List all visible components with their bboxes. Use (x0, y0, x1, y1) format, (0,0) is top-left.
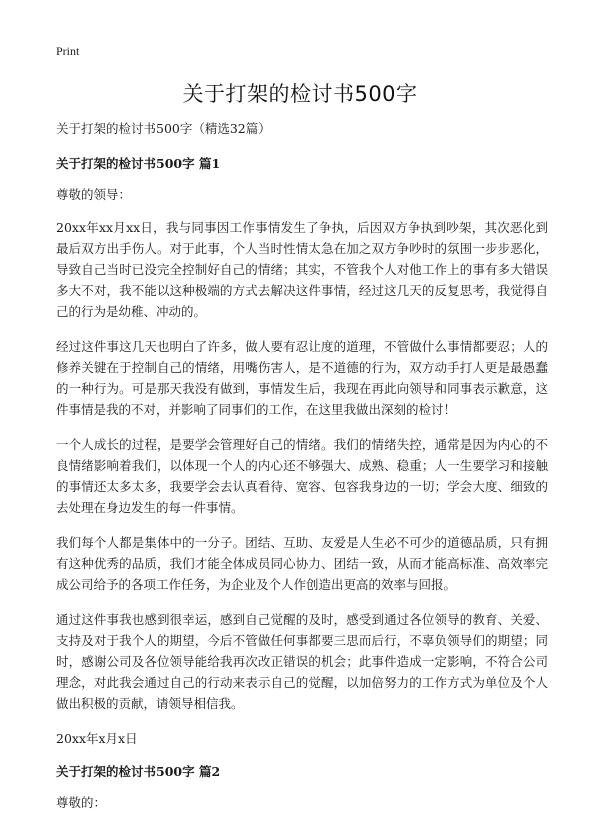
section-heading-2: 关于打架的检讨书500字 篇2 (56, 764, 221, 779)
print-link[interactable]: Print (56, 44, 80, 58)
paragraph: 通过这件事我也感到很幸运，感到自己觉醒的及时，感受到通过各位领导的教育、关爱、支持及对于我个人的期望，今后不管做任何事都要三思而后行，不辜负领导们的期望；同时，感谢公司及各位领导能给我再次改正错误的机会；此事件造成一定影响，不符合公司理念，对此我会通过自己的行动来表示自己的觉醒，以加倍努力的工作方式为单位及个人做出积极的贡献，请领导相信我。 (56, 612, 548, 711)
document-body (56, 118, 548, 825)
salutation-1: 尊敬的领导： (56, 187, 132, 202)
letter-date: 20xx年x月x日 (56, 731, 138, 746)
salutation-2: 尊敬的： (56, 795, 107, 810)
paragraph: 我们每个人都是集体中的一分子。团结、互助、友爱是人生必不可少的道德品质，只有拥有这种优秀的品质，我们才能全体成员同心协力、团结一致，从而才能高标准、高效率完成公司给予的各项工作任务，为企业及个人作创造出更高的效率与回报。 (56, 535, 548, 592)
paragraph: 20xx年xx月xx日，我与同事因工作事情发生了争执，后因双方争执到吵架，其次恶化到最后双方出手伤人。对于此事，个人当时性情太急在加之双方争吵时的氛围一步步恶化，导致自己当时已没完全控制好自己的情绪；其实，不管我个人对他工作上的事有多大错误多大不对，我不能以这种极端的方式去解决这件事情，经过这几天的反复思考，我觉得自己的行为是幼稚、冲动的。 (56, 220, 548, 319)
page-title: 关于打架的检讨书500字 (182, 82, 418, 106)
section-heading-1: 关于打架的检讨书500字 篇1 (56, 156, 221, 171)
paragraph: 一个人成长的过程，是要学会管理好自己的情绪。我们的情绪失控，通常是因为内心的不良情绪影响着我们，以体现一个人的内心还不够强大、成熟、稳重；人一生要学习和接触的事情还太多太多，我要学会去认真看待、宽容、包容我身边的一切；学会大度、细致的去处理在身边发生的每一件事情。 (56, 437, 548, 515)
paragraph: 经过这件事这几天也明白了许多，做人要有忍让度的道理，不管做什么事情都要忍；人的修养关键在于控制自己的情绪，用嘴伤害人，是不道德的行为，双方动手打人更是最愚蠢的一种行为。可是那天我没有做到，事情发生后，我现在再此向领导和同事表示歉意，这件事情是我的不对，并影响了同事们的工作，在这里我做出深刻的检讨！ (56, 339, 548, 417)
document-subtitle: 关于打架的检讨书500字（精选32篇） (56, 121, 271, 136)
